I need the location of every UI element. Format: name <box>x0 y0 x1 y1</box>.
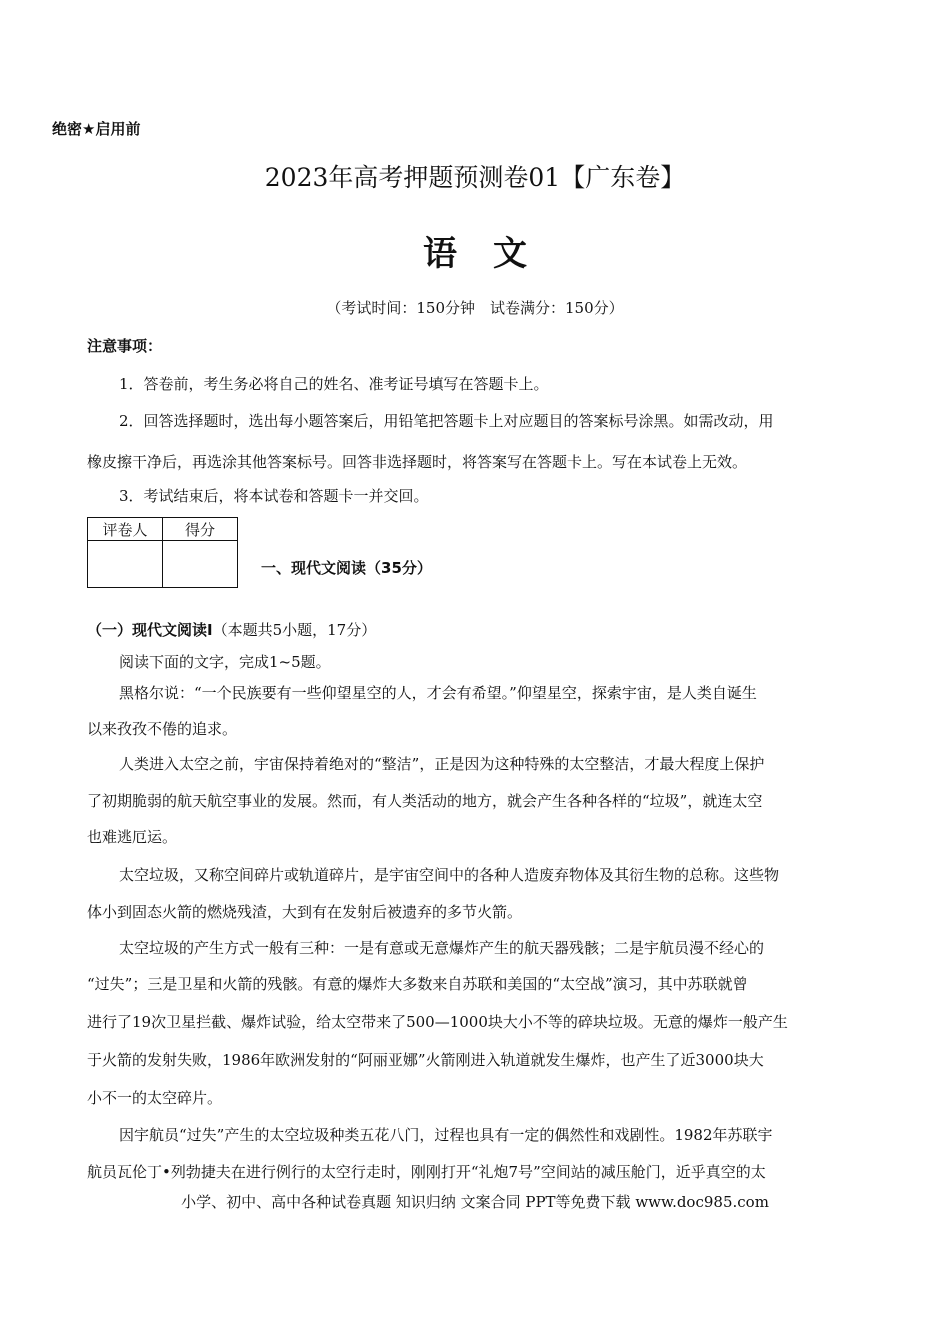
sub-section-title-rest: （本题共5小题，17分） <box>212 621 377 639</box>
score-table-cell-grader[interactable] <box>88 541 163 588</box>
article-line-14: 航员瓦伦丁•列勃捷夫在进行例行的太空行走时，刚刚打开“礼炮7号”空间站的减压舱门，近乎真空的太 <box>87 1163 766 1181</box>
page-footer: 小学、初中、高中各种试卷真题 知识归纳 文案合同 PPT等免费下载 www.doc985.com <box>181 1193 769 1211</box>
article-line-11: 于火箭的发射失败，1986年欧洲发射的“阿丽亚娜”火箭刚进入轨道就发生爆炸，也产生了近3000块大 <box>87 1051 764 1069</box>
confidential-label: 绝密★启用前 <box>52 120 141 138</box>
notice-line-3: 橡皮擦干净后，再选涂其他答案标号。回答非选择题时，将答案写在答题卡上。写在本试卷上无效。 <box>87 453 748 471</box>
notice-line-4: 3．考试结束后，将本试卷和答题卡一并交回。 <box>119 487 429 505</box>
article-line-3: 人类进入太空之前，宇宙保持着绝对的“整洁”，正是因为这种特殊的太空整洁，才最大程度上保护 <box>119 755 765 773</box>
score-table-cell-score[interactable] <box>163 541 238 588</box>
article-line-8: 太空垃圾的产生方式一般有三种：一是有意或无意爆炸产生的航天器残骸；二是宇航员漫不经心的 <box>119 939 765 957</box>
article-line-7: 体小到固态火箭的燃烧残渣，大到有在发射后被遗弃的多节火箭。 <box>87 903 523 921</box>
subject-title: 语文 <box>423 234 563 274</box>
article-line-13: 因宇航员“过失”产生的太空垃圾种类五花八门，过程也具有一定的偶然性和戏剧性。1982年苏联宇 <box>119 1126 773 1144</box>
score-table <box>87 517 238 588</box>
article-line-10: 进行了19次卫星拦截、爆炸试验，给太空带来了500—1000块大小不等的碎块垃圾。无意的爆炸一般产生 <box>87 1013 788 1031</box>
score-table-header-score: 得分 <box>163 518 238 541</box>
score-table-header-grader: 评卷人 <box>88 518 163 541</box>
sub-section-title <box>87 619 376 640</box>
exam-info: （考试时间：150分钟 试卷满分：150分） <box>326 299 624 317</box>
article-line-1: 黑格尔说：“一个民族要有一些仰望星空的人，才会有希望。”仰望星空，探索宇宙，是人类自诞生 <box>119 684 757 702</box>
sub-section-title-bold: （一）现代文阅读I <box>87 621 213 639</box>
reading-instruction: 阅读下面的文字，完成1~5题。 <box>119 653 331 671</box>
article-line-5: 也难逃厄运。 <box>87 828 178 846</box>
article-line-4: 了初期脆弱的航天航空事业的发展。然而，有人类活动的地方，就会产生各种各样的“垃圾”，就连太空 <box>87 792 763 810</box>
article-line-9: “过失”；三是卫星和火箭的残骸。有意的爆炸大多数来自苏联和美国的“太空战”演习，其中苏联就曾 <box>87 975 748 993</box>
article-line-2: 以来孜孜不倦的追求。 <box>87 720 238 738</box>
notice-title: 注意事项： <box>87 337 163 355</box>
notice-line-2: 2．回答选择题时，选出每小题答案后，用铅笔把答题卡上对应题目的答案标号涂黑。如需改动，用 <box>119 412 774 430</box>
section-title: 一、现代文阅读（35分） <box>261 559 432 577</box>
exam-title: 2023年高考押题预测卷01【广东卷】 <box>264 163 686 192</box>
article-line-6: 太空垃圾，又称空间碎片或轨道碎片，是宇宙空间中的各种人造废弃物体及其衍生物的总称。这些物 <box>119 866 780 884</box>
article-line-12: 小不一的太空碎片。 <box>87 1089 223 1107</box>
notice-line-1: 1．答卷前，考生务必将自己的姓名、准考证号填写在答题卡上。 <box>119 375 549 393</box>
